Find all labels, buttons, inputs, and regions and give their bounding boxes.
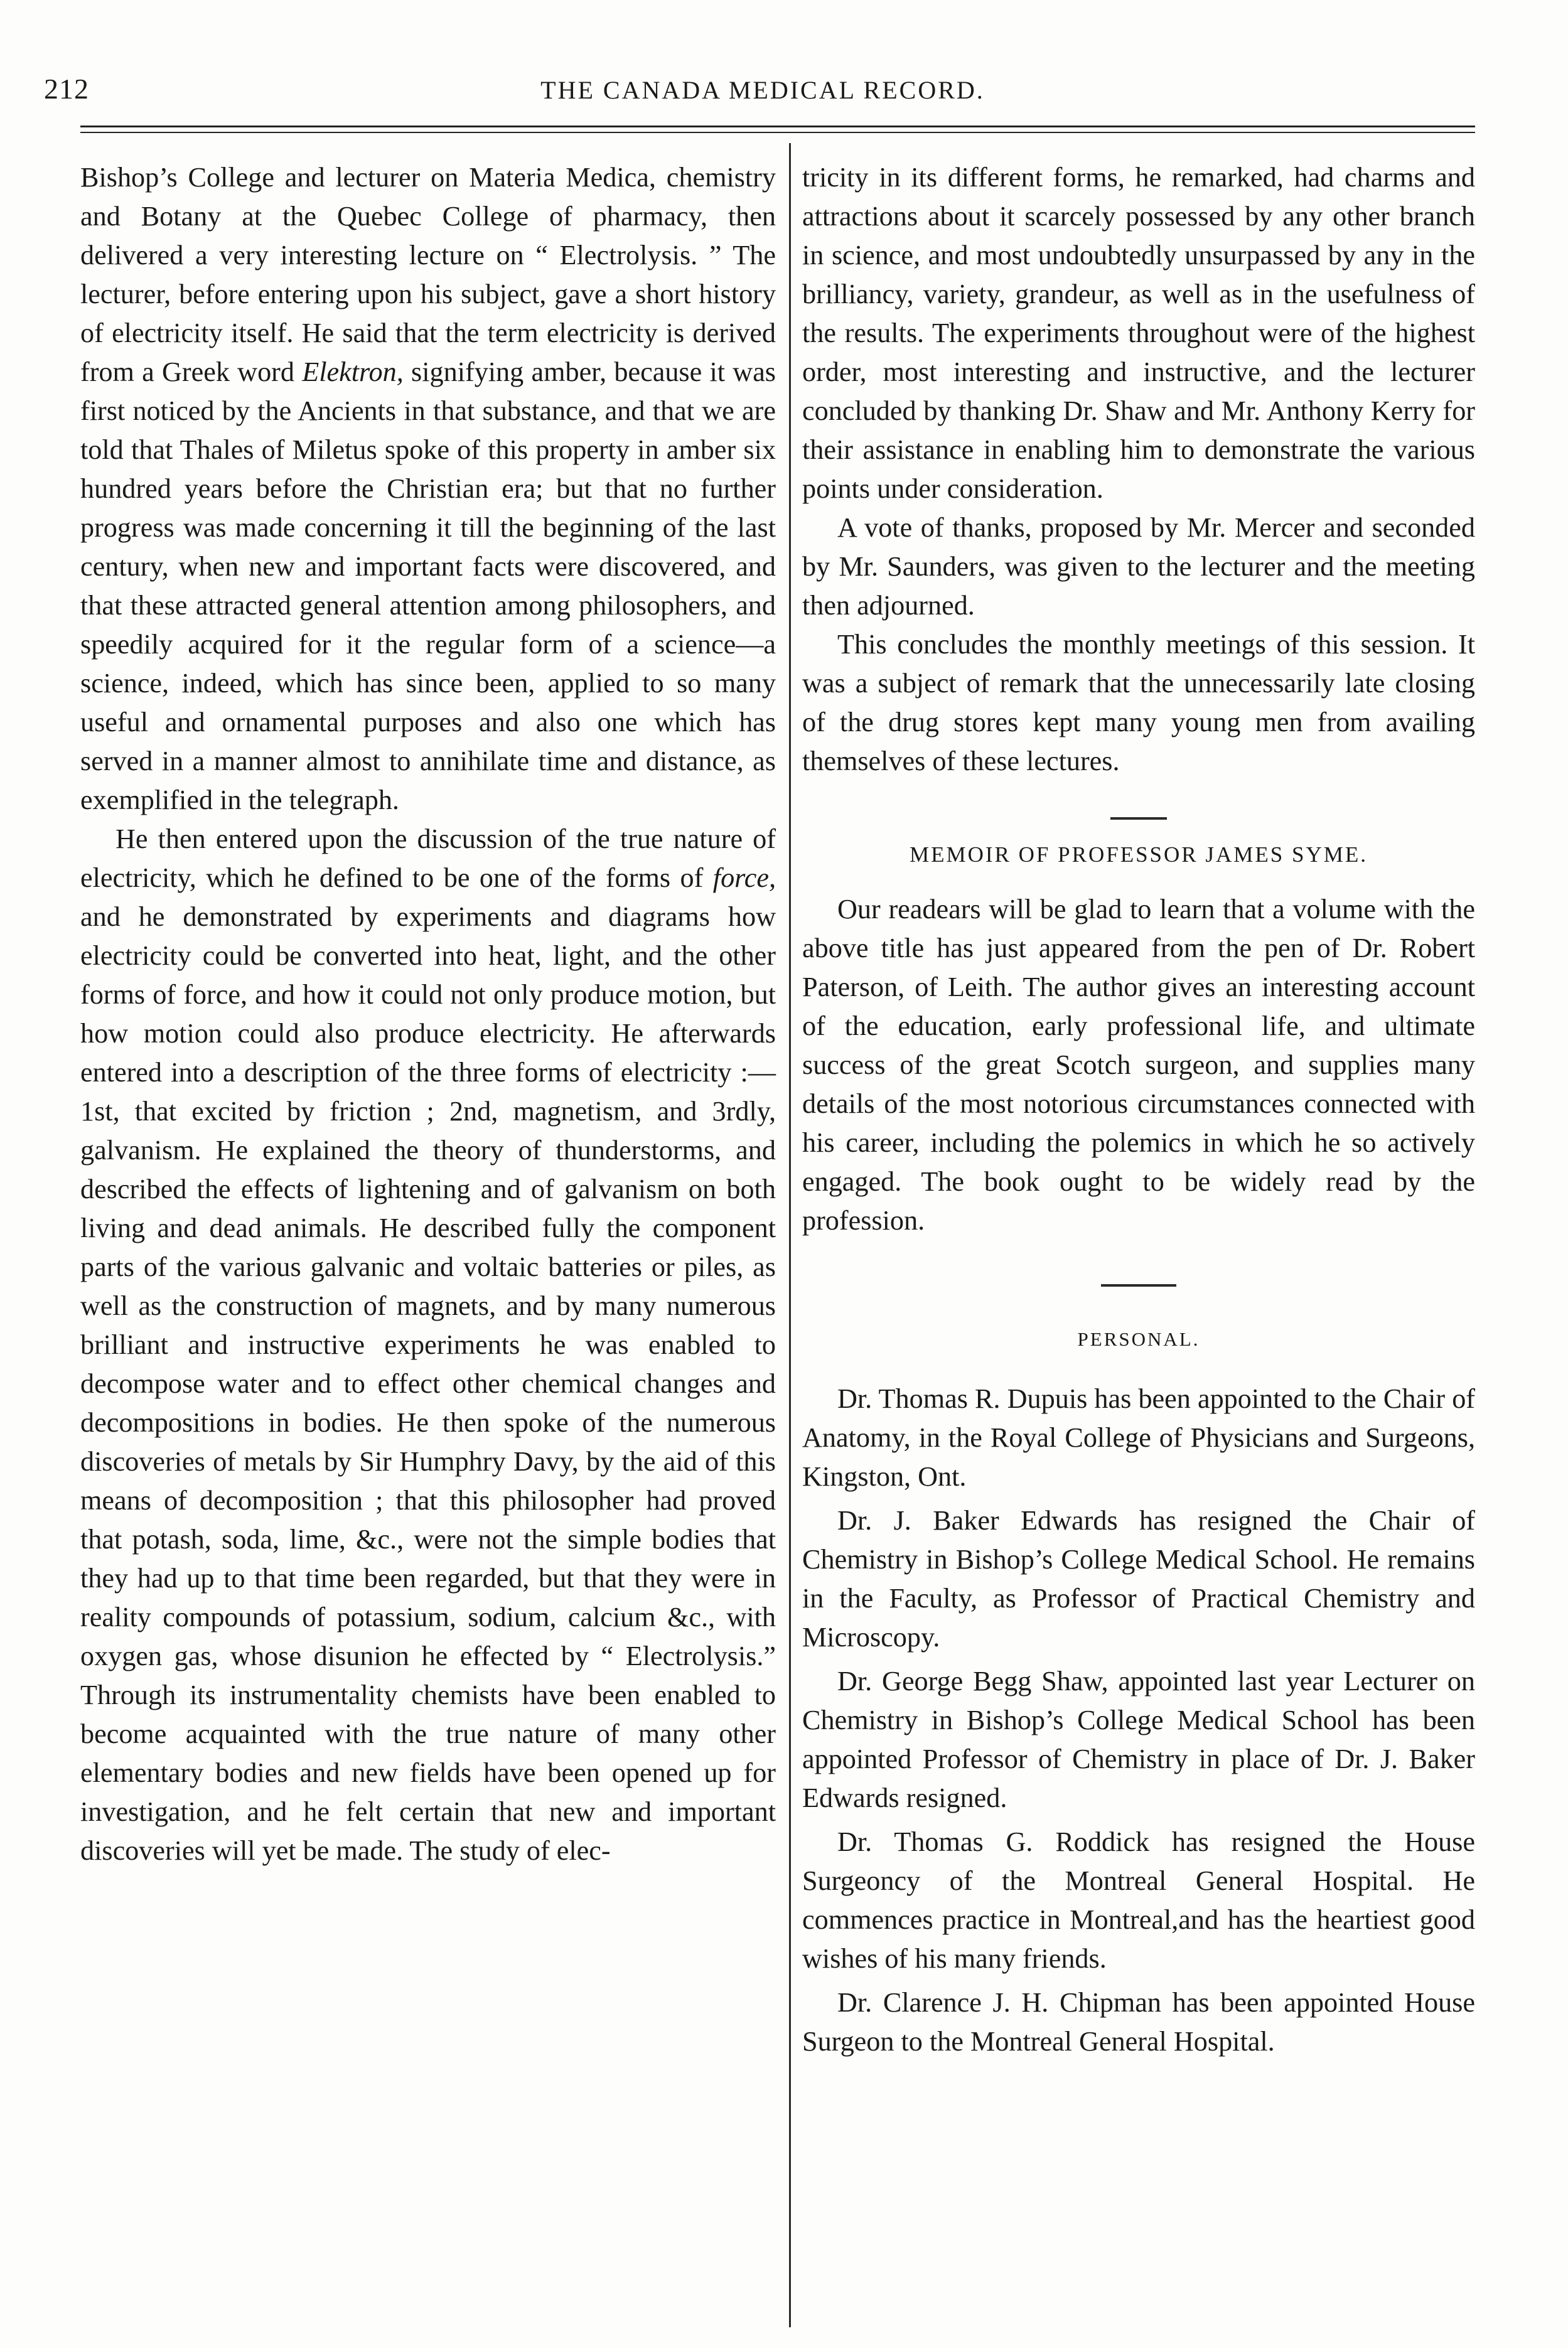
left-paragraph-1-text: Bishop’s College and lecturer on Materia Medica, chemistry and Botany at the Quebec College of pharmacy, then delivered a very interesting lecture on “ Electrolysis. ” The lecturer, before entering upon his subject, gave a short history of electricity itself. He said that the term electricity is derived from a Greek word: [80, 162, 776, 387]
personal-item-5: Dr. Clarence J. H. Chipman has been appointed House Surgeon to the Montreal General Hospital.: [802, 1987, 1475, 2057]
column-divider: [789, 143, 791, 2327]
page-number: 212: [44, 73, 89, 105]
left-column: [80, 158, 776, 1870]
personal-item-2: Dr. J. Baker Edwards has resigned the Chair of Chemistry in Bishop’s College Medical School. He remains in the Faculty, as Professor of Practical Chemistry and Microscopy.: [802, 1505, 1475, 1653]
right-paragraph-2: A vote of thanks, proposed by Mr. Mercer and seconded by Mr. Saunders, was given to the lecturer and the meeting then adjourned.: [802, 512, 1475, 621]
left-paragraph-2: [80, 820, 776, 1870]
left-paragraph-1-rest: signifying amber, because it was first noticed by the Ancients in that substance, and that we are told that Thales of Miletus spoke of this property in amber six hundred years before the Christian era; but that no further progress was made concerning it till the beginning of the last century, when new and important facts were discovered, and that these attracted general attention among philosophers, and speedily acquired for it the regular form of a science—a science, indeed, which has since been, applied to so many useful and ornamental purposes and also one which has served in a manner almost to annihilate time and distance, as exemplified in the telegraph.: [80, 356, 776, 815]
left-paragraph-2-italic: force,: [712, 862, 776, 893]
header-rule-thick: [80, 126, 1475, 127]
section-divider-memoir: [1110, 817, 1167, 820]
personal-item-3: Dr. George Begg Shaw, appointed last year Lecturer on Chemistry in Bishop’s College Medical School has been appointed Professor of Chemistry in place of Dr. J. Baker Edwards resigned.: [802, 1666, 1475, 1813]
left-paragraph-1: [80, 158, 776, 820]
right-paragraph-3: This concludes the monthly meetings of this session. It was a subject of remark that the unnecessarily late closing of the drug stores kept many young men from availing themselves of these lectures.: [802, 629, 1475, 776]
right-paragraph-1: tricity in its different forms, he remarked, had charms and attractions about it scarcely possessed by any other branch in science, and most undoubtedly unsurpassed by any in the brilliancy, variety, grandeur, as well as in the usefulness of the results. The experiments throughout were of the highest order, most interesting and instructive, and the lecturer concluded by thanking Dr. Shaw and Mr. Anthony Kerry for their assistance in enabling him to demonstrate the various points under consideration.: [802, 162, 1475, 504]
personal-item-1: Dr. Thomas R. Dupuis has been appointed to the Chair of Anatomy, in the Royal College of Physicians and Surgeons, Kingston, Ont.: [802, 1383, 1475, 1492]
header-rule-thin: [80, 132, 1475, 133]
personal-item-4: Dr. Thomas G. Roddick has resigned the House Surgeoncy of the Montreal General Hospital. He commences practice in Montreal,and has the heartiest good wishes of his many friends.: [802, 1826, 1475, 1974]
left-paragraph-1-italic: Elektron,: [302, 356, 404, 387]
running-head: [44, 70, 1481, 114]
right-column: [802, 158, 1475, 2061]
section-divider-personal: [1101, 1284, 1176, 1287]
left-paragraph-2-rest: and he demonstrated by experiments and diagrams how electricity could be converted into heat, light, and the other forms of force, and how it could not only produce motion, but how motion could also produce electricity. He afterwards entered into a description of the three forms of electricity :—1st, that excited by friction ; 2nd, magnetism, and 3rdly, galvanism. He explained the theory of thunderstorms, and described the effects of lightening and of galvanism on both living and dead animals. He described fully the component parts of the various galvanic and voltaic batteries or piles, as well as the construction of magnets, and by many numerous brilliant and instructive experiments he was enabled to decompose water and to effect other chemical changes and decompositions in bodies. He then spoke of the numerous discoveries of metals by Sir Humphry Davy, by the aid of this means of decomposition ; that this philosopher had proved that potash, soda, lime, &c., were not the simple bodies that they had up to that time been regarded, but that they were in reality compounds of potassium, sodium, calcium &c., with oxygen gas, whose disunion he effected by “ Electrolysis.” Through its instrumentality chemists have been enabled to become acquainted with the true nature of many other elementary bodies and new fields have been opened up for investigation, and he felt certain that new and important discoveries will yet be made. The study of elec-: [80, 901, 776, 1866]
memoir-heading: MEMOIR OF PROFESSOR JAMES SYME.: [910, 842, 1368, 867]
memoir-paragraph: Our readears will be glad to learn that a volume with the above title has just appeared from the pen of Dr. Robert Paterson, of Leith. The author gives an interesting account of the education, early professional life, and ultimate success of the great Scotch surgeon, and supplies many details of the most notorious circumstances connected with his career, including the polemics in which he so actively engaged. The book ought to be widely read by the profession.: [802, 894, 1475, 1236]
journal-title: THE CANADA MEDICAL RECORD.: [540, 76, 985, 104]
left-paragraph-2-text: He then entered upon the discussion of the true nature of electricity, which he defined to be one of the forms of: [80, 823, 776, 893]
personal-heading: PERSONAL.: [1077, 1328, 1200, 1350]
